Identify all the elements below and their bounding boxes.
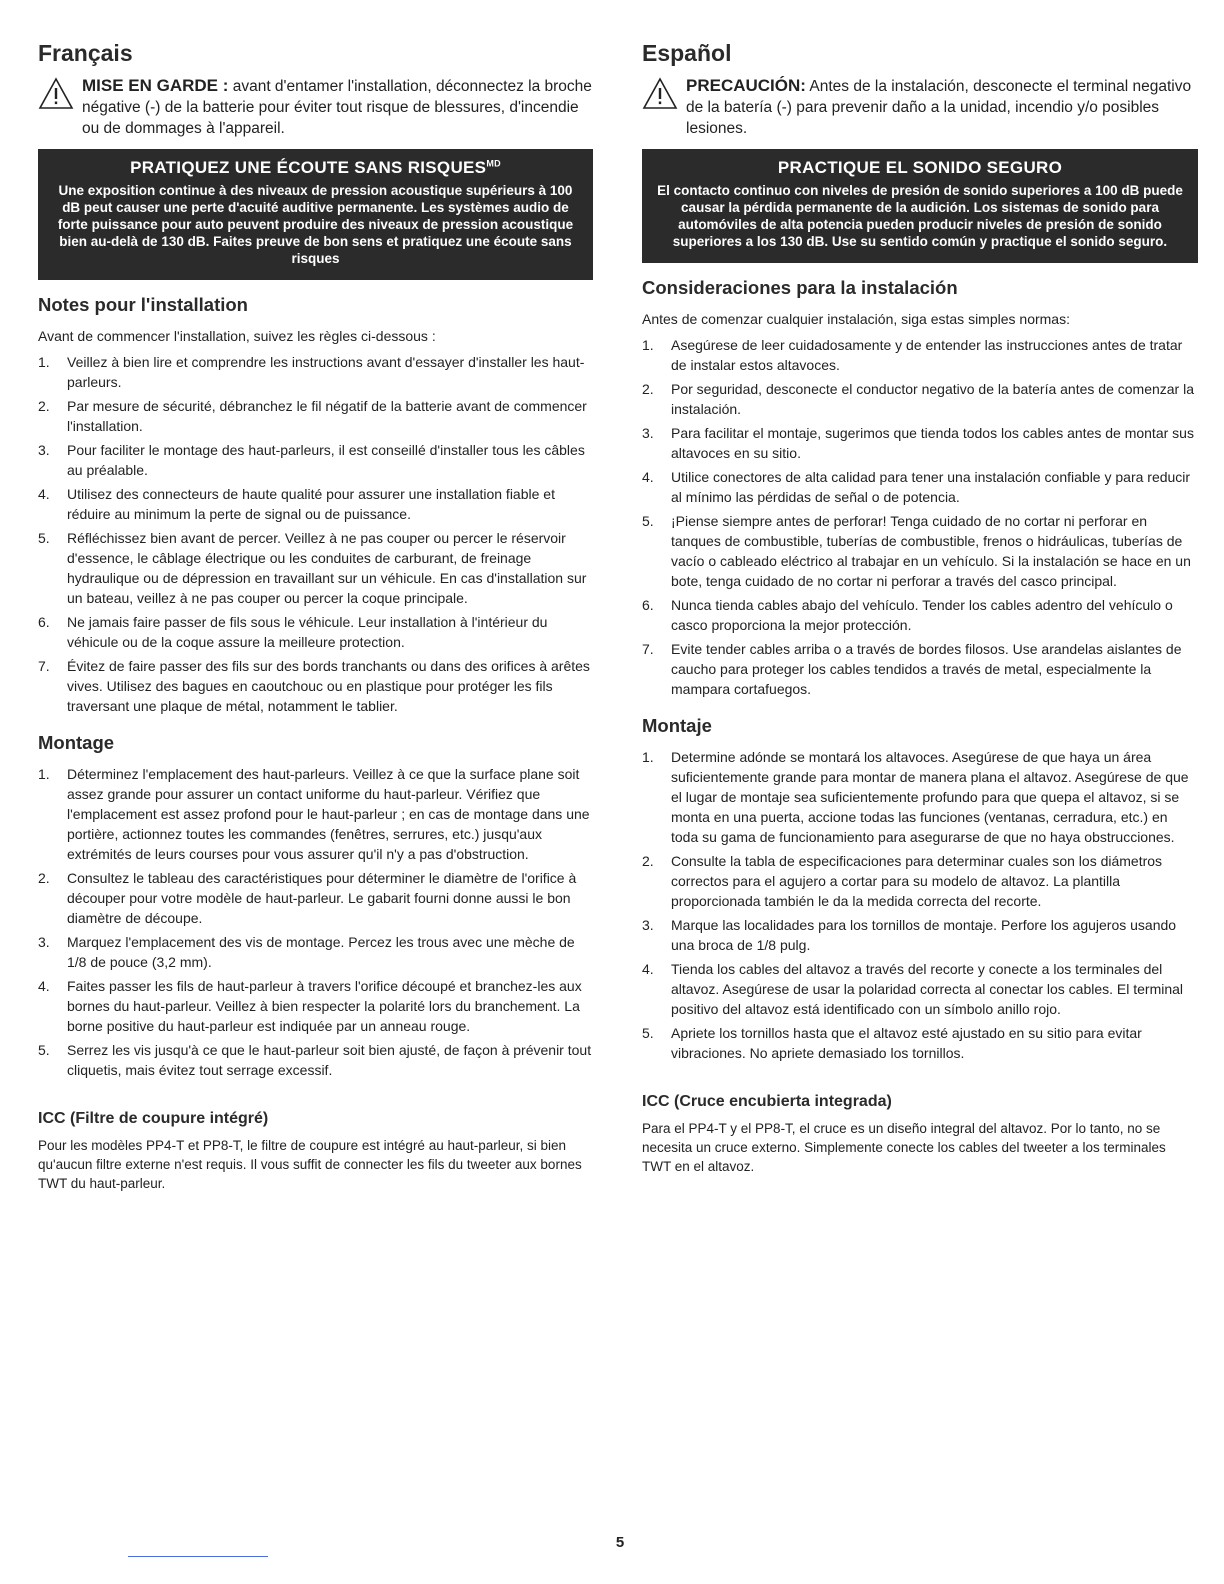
list-item-number: 1. xyxy=(38,766,50,782)
list-item-text: Par mesure de sécurité, débranchez le fil négatif de la batterie avant de commencer l'installation. xyxy=(67,398,587,434)
list-item-text: ¡Piense siempre antes de perforar! Tenga cuidado de no cortar ni perforar en tanques de combustible, tuberías de combustible, frenos o hidráulicas, tuberías de vacío o cableado eléctrico al trabajar en un vehículo. Si la instalación se hace en un bote, tenga cuidado de no cortar ni perforar a través del casco principal. xyxy=(671,513,1191,589)
list-item xyxy=(38,528,593,608)
caution-block-es xyxy=(642,75,1198,139)
list-item xyxy=(642,467,1198,507)
list-item xyxy=(38,764,593,864)
list-item-text: Déterminez l'emplacement des haut-parleurs. Veillez à ce que la surface plane soit assez grande pour assurer un contact uniforme du haut-parleur. Vérifiez que l'emplacement est assez profond pour le haut-parleur ; en cas de montage dans une portière, actionnez toutes les commandes (fenêtres, serrures, etc.) jusqu'aux extrémités de leurs courses pour vous assurer qu'il n'y a pas d'obstruction. xyxy=(67,766,590,862)
list-item-text: Evite tender cables arriba o a través de bordes filosos. Use arandelas aislantes de caucho para proteger los cables tendidos a través de metal, especialmente la mampara cortafuegos. xyxy=(671,641,1182,697)
list-item-number: 4. xyxy=(642,961,654,977)
mount-list-es xyxy=(642,747,1198,1063)
list-item-number: 2. xyxy=(38,870,50,886)
language-heading-es: Español xyxy=(642,40,732,66)
list-item-text: Veillez à bien lire et comprendre les instructions avant d'essayer d'installer les haut-parleurs. xyxy=(67,354,585,390)
list-item-number: 3. xyxy=(642,917,654,933)
caution-block-fr xyxy=(38,75,593,139)
list-item-text: Asegúrese de leer cuidadosamente y de entender las instrucciones antes de tratar de instalar estos altavoces. xyxy=(671,337,1183,373)
list-item-text: Determine adónde se montará los altavoces. Asegúrese de que haya un área suficientemente grande para montar de manera plana el altavoz. Asegúrese de que el lugar de montaje sea suficientemente profundo para que quepa el altavoz, si se monta en una puerta, accione todas las funciones (ventanas, cerradura, etc.) en toda su gama de funcionamiento para asegurarse de que no haya obstrucciones. xyxy=(671,749,1189,845)
list-item-number: 6. xyxy=(38,614,50,630)
list-item-number: 5. xyxy=(38,530,50,546)
list-item xyxy=(642,639,1198,699)
safe-sound-title-fr: PRATIQUEZ UNE ÉCOUTE SANS $RISQUES^{MD}$ xyxy=(130,158,501,177)
list-item-number: 4. xyxy=(38,486,50,502)
safe-sound-body-fr: Une exposition continue à des niveaux de pression acoustique supérieurs à 100 dB peut causer une perte d'acuité auditive permanente. Les systèmes audio de forte puissance pour auto peuvent produire des niveaux de pression acoustique bien au-delà de 130 dB. Faites preuve de bon sens et pratiquez une écoute sans risques xyxy=(57,183,574,266)
list-item-number: 1. xyxy=(642,337,654,353)
install-list-es xyxy=(642,335,1198,699)
caution-label-fr: MISE EN GARDE : xyxy=(82,76,229,95)
list-item-text: Consultez le tableau des caractéristiques pour déterminer le diamètre de l'orifice à découper pour votre modèle de haut-parleur. Le gabarit fourni donne aussi le bon diamètre de découpe. xyxy=(67,870,577,926)
list-item xyxy=(38,440,593,480)
list-item-text: Évitez de faire passer des fils sur des bords tranchants ou dans des orifices à arêtes vives. Utilisez des bagues en caoutchouc ou en plastique pour protéger les fils traversant une plaque de métal, notamment le tablier. xyxy=(67,658,590,714)
list-item-number: 7. xyxy=(642,641,654,657)
safe-sound-body-es: El contacto continuo con niveles de presión de sonido superiores a 100 dB puede causar la pérdida permanente de la audición. Los sistemas de sonido para automóviles de alta potencia pueden producir niveles de presión de sonido superiores a los 130 dB. Use su sentido común y practique el sonido seguro. xyxy=(657,183,1183,249)
list-item xyxy=(38,484,593,524)
caution-text-es: Antes de la instalación, desconecte el terminal negativo de la batería (-) para prevenir daño a la unidad, incendio y/o posibles lesiones. xyxy=(686,78,1192,137)
list-item xyxy=(38,868,593,928)
list-item-text: Para facilitar el montaje, sugerimos que tienda todos los cables antes de montar sus altavoces en su sitio. xyxy=(671,425,1194,461)
list-item xyxy=(38,976,593,1036)
warning-triangle-icon xyxy=(38,77,74,111)
trademark-mark: MD xyxy=(486,158,501,169)
list-item-text: Apriete los tornillos hasta que el altavoz esté ajustado en su sitio para evitar vibraciones. No apriete demasiado los tornillos. xyxy=(671,1025,1142,1061)
list-item-number: 1. xyxy=(642,749,654,765)
list-item xyxy=(38,352,593,392)
icc-text-fr: Pour les modèles PP4-T et PP8-T, le filtre de coupure est intégré au haut-parleur, si bien qu'aucun filtre externe n'est requis. Il vous suffit de connecter les fils du tweeter aux bornes TWT du haut-parleur. xyxy=(38,1138,582,1191)
icc-heading-fr: ICC (Filtre de coupure intégré) xyxy=(38,1110,269,1127)
icc-heading-es: ICC (Cruce encubierta integrada) xyxy=(642,1093,892,1110)
list-item xyxy=(642,851,1198,911)
language-heading-fr: Français xyxy=(38,40,133,66)
list-item-number: 2. xyxy=(642,381,654,397)
list-item-text: Consulte la tabla de especificaciones para determinar cuales son los diámetros correctos para el agujero a cortar para su modelo de altavoz. La plantilla proporcionada también le da la medida correcta del recorte. xyxy=(671,853,1163,909)
safe-sound-box-fr xyxy=(38,149,593,280)
list-item xyxy=(642,335,1198,375)
install-intro-es: Antes de comenzar cualquier instalación, siga estas simples normas: xyxy=(642,311,1070,327)
list-item-number: 2. xyxy=(38,398,50,414)
install-heading-es: Consideraciones para la instalación xyxy=(642,277,958,298)
warning-triangle-icon xyxy=(642,77,678,111)
list-item-number: 1. xyxy=(38,354,50,370)
install-intro-fr: Avant de commencer l'installation, suivez les règles ci-dessous : xyxy=(38,328,436,344)
list-item-number: 3. xyxy=(642,425,654,441)
french-column xyxy=(38,40,593,1193)
footer-rule xyxy=(128,1556,268,1557)
list-item xyxy=(38,396,593,436)
list-item-text: Utilice conectores de alta calidad para tener una instalación confiable y para reducir al mínimo las pérdidas de señal o de potencia. xyxy=(671,469,1191,505)
icc-text-es: Para el PP4-T y el PP8-T, el cruce es un diseño integral del altavoz. Por lo tanto, no se necesita un cruce externo. Simplemente conecte los cables del tweeter a los terminales TWT en el altavoz. xyxy=(642,1121,1166,1174)
list-item-text: Réfléchissez bien avant de percer. Veillez à ne pas couper ou percer le réservoir d'essence, le câblage électrique ou les conduites de carburant, de freinage hydraulique ou de dépression en travaillant sur un véhicule. En cas d'installation sur un bateau, veillez à ne pas couper ou percer la coque principale. xyxy=(67,530,587,606)
list-item-text: Utilisez des connecteurs de haute qualité pour assurer une installation fiable et réduire au minimum la perte de signal ou de puissance. xyxy=(67,486,555,522)
list-item xyxy=(642,915,1198,955)
list-item-number: 3. xyxy=(38,442,50,458)
list-item-number: 5. xyxy=(642,1025,654,1041)
list-item-number: 5. xyxy=(38,1042,50,1058)
list-item xyxy=(642,747,1198,847)
list-item-number: 5. xyxy=(642,513,654,529)
spanish-column xyxy=(642,40,1198,1176)
list-item-number: 6. xyxy=(642,597,654,613)
caution-label-es: PRECAUCIÓN: xyxy=(686,76,806,95)
mount-heading-es: Montaje xyxy=(642,715,712,736)
safe-sound-box-es xyxy=(642,149,1198,263)
list-item-text: Marque las localidades para los tornillos de montaje. Perfore los agujeros usando una broca de 1/8 pulg. xyxy=(671,917,1177,953)
list-item-number: 7. xyxy=(38,658,50,674)
list-item-number: 3. xyxy=(38,934,50,950)
list-item-text: Ne jamais faire passer de fils sous le véhicule. Leur installation à l'intérieur du véhicule ou de la coque assure la meilleure protection. xyxy=(67,614,548,650)
list-item xyxy=(642,959,1198,1019)
list-item-text: Marquez l'emplacement des vis de montage. Percez les trous avec une mèche de 1/8 de pouce (3,2 mm). xyxy=(67,934,575,970)
list-item-text: Serrez les vis jusqu'à ce que le haut-parleur soit bien ajusté, de façon à prévenir tout cliquetis, mais évitez tout serrage excessif. xyxy=(67,1042,592,1078)
list-item-text: Tienda los cables del altavoz a través del recorte y conecte a los terminales del altavoz. Asegúrese de usar la polaridad correcta al conectar los cables. El terminal positivo del altavoz está identificado con un símbolo anillo rojo. xyxy=(671,961,1184,1017)
list-item-number: 2. xyxy=(642,853,654,869)
list-item xyxy=(642,595,1198,635)
safe-sound-title-es: PRACTIQUE EL SONIDO SEGURO xyxy=(777,158,1063,177)
list-item xyxy=(38,656,593,716)
list-item-text: Faites passer les fils de haut-parleur à travers l'orifice découpé et branchez-les aux bornes du haut-parleur. Veillez à bien respecter la polarité lors du branchement. La borne positive du haut-parleur est indiquée par un anneau rouge. xyxy=(67,978,582,1034)
list-item xyxy=(38,612,593,652)
list-item xyxy=(642,511,1198,591)
list-item-text: Pour faciliter le montage des haut-parleurs, il est conseillé d'installer tous les câbles au préalable. xyxy=(67,442,585,478)
install-heading-fr: Notes pour l'installation xyxy=(38,294,248,315)
page-number: 5 xyxy=(615,1534,625,1551)
mount-heading-fr: Montage xyxy=(38,732,115,753)
list-item-text: Nunca tienda cables abajo del vehículo. Tender los cables adentro del vehículo o casco proporciona la mejor protección. xyxy=(671,597,1173,633)
install-list-fr xyxy=(38,352,593,716)
list-item-text: Por seguridad, desconecte el conductor negativo de la batería antes de comenzar la instalación. xyxy=(671,381,1194,417)
list-item xyxy=(38,932,593,972)
list-item-number: 4. xyxy=(642,469,654,485)
list-item xyxy=(642,423,1198,463)
list-item-number: 4. xyxy=(38,978,50,994)
list-item xyxy=(642,1023,1198,1063)
mount-list-fr xyxy=(38,764,593,1080)
list-item xyxy=(38,1040,593,1080)
caution-text-fr: avant d'entamer l'installation, déconnectez la broche négative (-) de la batterie pour éviter tout risque de blessures, d'incendie ou de dommages à l'appareil. xyxy=(82,78,592,137)
list-item xyxy=(642,379,1198,419)
